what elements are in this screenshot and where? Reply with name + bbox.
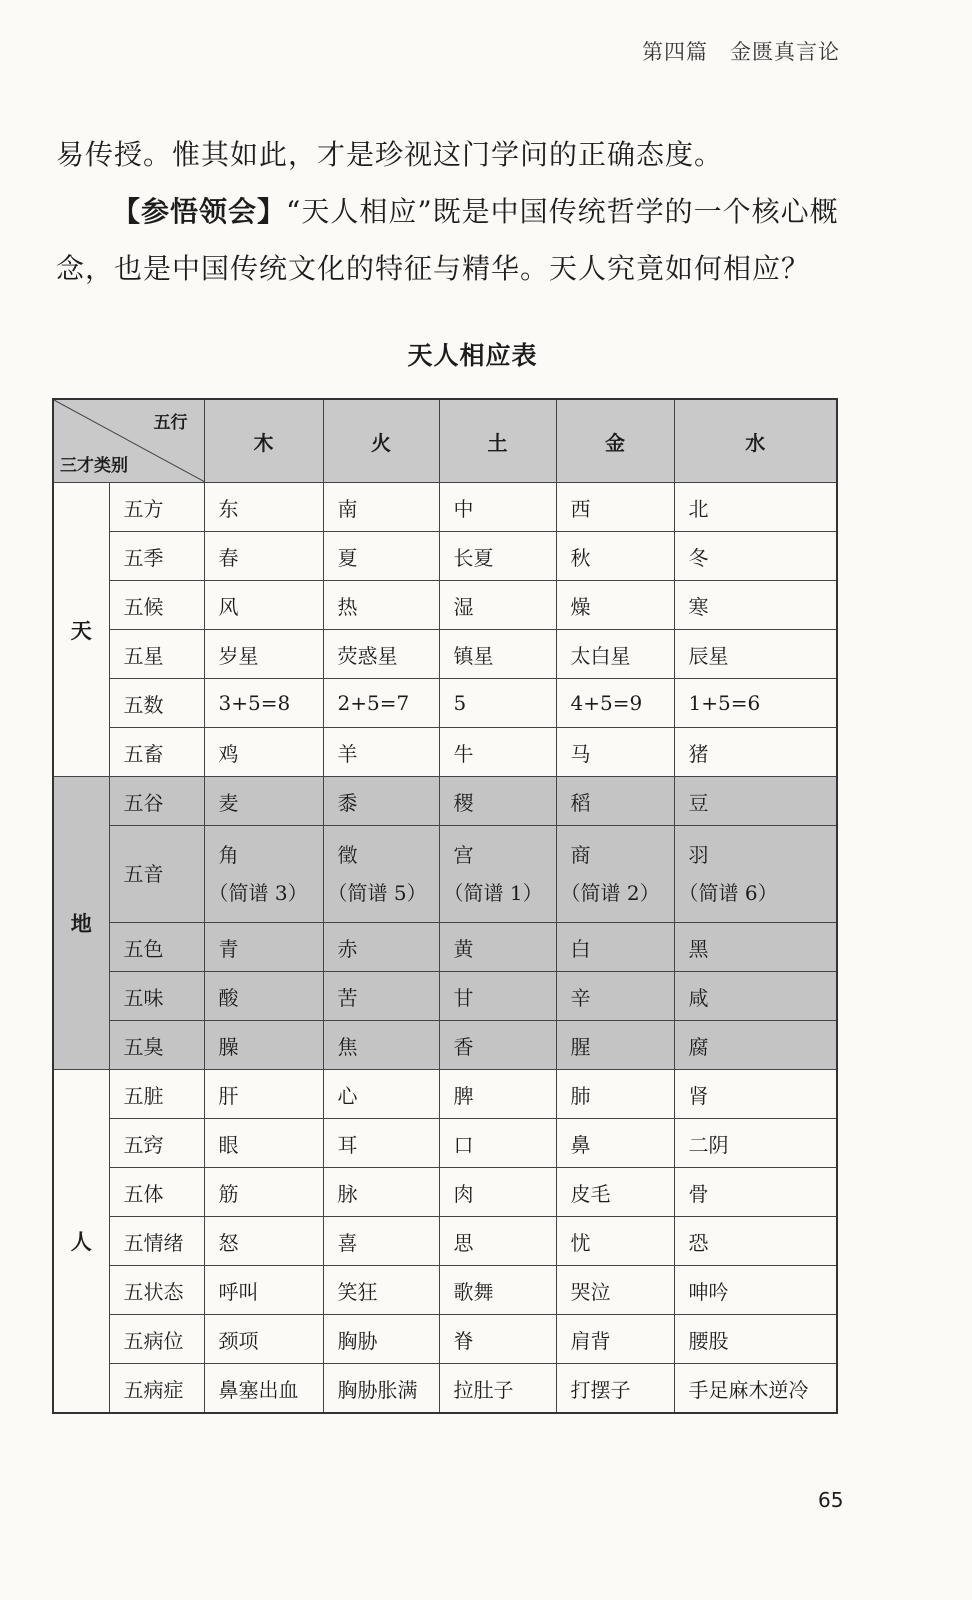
element-header: 火 — [323, 399, 439, 483]
element-header: 木 — [204, 399, 323, 483]
table-cell — [204, 826, 323, 923]
table-cell: 南 — [323, 483, 439, 532]
table-cell: 1+5=6 — [674, 679, 837, 728]
table-cell: 脾 — [439, 1070, 556, 1119]
table-cell: 马 — [556, 728, 674, 777]
table-cell: 鼻塞出血 — [204, 1364, 323, 1414]
table-cell: 香 — [439, 1021, 556, 1070]
category-label: 五谷 — [109, 777, 204, 826]
category-label: 五数 — [109, 679, 204, 728]
table-cell: 肾 — [674, 1070, 837, 1119]
category-label: 五星 — [109, 630, 204, 679]
table-cell: 咸 — [674, 972, 837, 1021]
table-cell: 5 — [439, 679, 556, 728]
table-cell: 臊 — [204, 1021, 323, 1070]
table-cell: 肉 — [439, 1168, 556, 1217]
table-cell: 春 — [204, 532, 323, 581]
table-cell: 怒 — [204, 1217, 323, 1266]
table-cell: 肩背 — [556, 1315, 674, 1364]
insight-text: “天人相应”既是中国传统哲学的一个核心概念，也是中国传统文化的特征与精华。天人究竟如何相应？ — [56, 195, 839, 285]
table-cell: 白 — [556, 923, 674, 972]
category-label: 五色 — [109, 923, 204, 972]
table-cell: 北 — [674, 483, 837, 532]
table-row — [53, 483, 837, 532]
table-cell: 稻 — [556, 777, 674, 826]
category-label: 五畜 — [109, 728, 204, 777]
table-cell: 脊 — [439, 1315, 556, 1364]
table-cell: 黑 — [674, 923, 837, 972]
table-row — [53, 1119, 837, 1168]
table-cell: 西 — [556, 483, 674, 532]
table-cell: 肺 — [556, 1070, 674, 1119]
table-row — [53, 1168, 837, 1217]
table-cell: 腥 — [556, 1021, 674, 1070]
table-cell: 呻吟 — [674, 1266, 837, 1315]
table-cell: 猪 — [674, 728, 837, 777]
table-cell: 长夏 — [439, 532, 556, 581]
category-label: 五体 — [109, 1168, 204, 1217]
table-cell: 肝 — [204, 1070, 323, 1119]
realm-label-heaven: 天 — [53, 483, 109, 777]
table-cell: 燥 — [556, 581, 674, 630]
table-cell: 夏 — [323, 532, 439, 581]
table-cell: 东 — [204, 483, 323, 532]
paragraph-insight — [56, 183, 846, 297]
table-row — [53, 1266, 837, 1315]
table-cell: 耳 — [323, 1119, 439, 1168]
table-cell: 湿 — [439, 581, 556, 630]
table-cell: 秋 — [556, 532, 674, 581]
table-title: 天人相应表 — [407, 341, 538, 370]
table-cell — [674, 826, 837, 923]
category-label: 五病位 — [109, 1315, 204, 1364]
table-cell: 哭泣 — [556, 1266, 674, 1315]
table-cell: 太白星 — [556, 630, 674, 679]
corner-label-categories: 三才类别 — [60, 456, 128, 476]
table-row — [53, 630, 837, 679]
realm-label-human: 人 — [53, 1070, 109, 1414]
table-cell: 忧 — [556, 1217, 674, 1266]
category-label: 五音 — [109, 826, 204, 923]
table-cell: 辛 — [556, 972, 674, 1021]
table-cell: 黍 — [323, 777, 439, 826]
table-cell: 鼻 — [556, 1119, 674, 1168]
table-cell: 豆 — [674, 777, 837, 826]
table-cell: 黄 — [439, 923, 556, 972]
table-cell: 颈项 — [204, 1315, 323, 1364]
header-title: 金匮真言论 — [730, 40, 840, 64]
table-row — [53, 826, 837, 923]
table-cell: 眼 — [204, 1119, 323, 1168]
table-row — [53, 1021, 837, 1070]
category-label: 五脏 — [109, 1070, 204, 1119]
table-cell: 2+5=7 — [323, 679, 439, 728]
table-cell: 苦 — [323, 972, 439, 1021]
category-label: 五状态 — [109, 1266, 204, 1315]
cell-main-text: 徵 — [337, 843, 358, 867]
category-label: 五味 — [109, 972, 204, 1021]
cell-main-text: 羽 — [688, 843, 709, 867]
category-label: 五病症 — [109, 1364, 204, 1414]
table-cell: 青 — [204, 923, 323, 972]
table-cell: 口 — [439, 1119, 556, 1168]
body-text — [56, 126, 846, 297]
table-row — [53, 1217, 837, 1266]
table-cell: 羊 — [323, 728, 439, 777]
table-row — [53, 1070, 837, 1119]
cell-main-text: 商 — [570, 843, 591, 867]
table-cell: 喜 — [323, 1217, 439, 1266]
table-cell: 二阴 — [674, 1119, 837, 1168]
table-cell: 呼叫 — [204, 1266, 323, 1315]
table-cell: 脉 — [323, 1168, 439, 1217]
table-cell: 胸胁 — [323, 1315, 439, 1364]
category-label: 五季 — [109, 532, 204, 581]
table-row — [53, 581, 837, 630]
cell-sub-text: （简谱 5） — [327, 881, 427, 905]
table-cell: 歌舞 — [439, 1266, 556, 1315]
table-row — [53, 1315, 837, 1364]
table-cell — [323, 826, 439, 923]
correspondence-table — [52, 398, 838, 1414]
table-cell: 恐 — [674, 1217, 837, 1266]
table-cell: 热 — [323, 581, 439, 630]
table-corner-cell — [53, 399, 204, 483]
header-part: 第四篇 — [642, 40, 708, 64]
table-cell: 赤 — [323, 923, 439, 972]
category-label: 五窍 — [109, 1119, 204, 1168]
cell-main-text: 宫 — [453, 843, 474, 867]
table-cell: 鸡 — [204, 728, 323, 777]
table-cell: 冬 — [674, 532, 837, 581]
element-header: 土 — [439, 399, 556, 483]
category-label: 五候 — [109, 581, 204, 630]
table-row — [53, 728, 837, 777]
table-cell: 3+5=8 — [204, 679, 323, 728]
table-cell: 拉肚子 — [439, 1364, 556, 1414]
table-cell: 岁星 — [204, 630, 323, 679]
table-cell: 酸 — [204, 972, 323, 1021]
table-cell: 胸胁胀满 — [323, 1364, 439, 1414]
corner-label-five-elements: 五行 — [153, 413, 188, 433]
table-cell: 打摆子 — [556, 1364, 674, 1414]
cell-sub-text: （简谱 3） — [208, 881, 308, 905]
table-cell: 心 — [323, 1070, 439, 1119]
page-number: 65 — [818, 1488, 844, 1512]
table-cell: 4+5=9 — [556, 679, 674, 728]
table-row — [53, 923, 837, 972]
table-cell: 风 — [204, 581, 323, 630]
running-header — [642, 36, 840, 66]
table-cell: 牛 — [439, 728, 556, 777]
category-label: 五情绪 — [109, 1217, 204, 1266]
cell-sub-text: （简谱 1） — [443, 881, 543, 905]
table-cell — [439, 826, 556, 923]
element-header: 金 — [556, 399, 674, 483]
table-body — [53, 483, 837, 1414]
cell-sub-text: （简谱 2） — [560, 881, 660, 905]
table-cell: 麦 — [204, 777, 323, 826]
realm-label-earth: 地 — [53, 777, 109, 1070]
table-cell: 寒 — [674, 581, 837, 630]
table-cell: 腰股 — [674, 1315, 837, 1364]
cell-main-text: 角 — [218, 843, 239, 867]
element-header: 水 — [674, 399, 837, 483]
table-cell: 腐 — [674, 1021, 837, 1070]
insight-heading: 【参悟领会】 — [112, 195, 287, 228]
table-cell: 焦 — [323, 1021, 439, 1070]
table-cell: 荧惑星 — [323, 630, 439, 679]
table-cell: 辰星 — [674, 630, 837, 679]
table-row — [53, 777, 837, 826]
table-cell: 甘 — [439, 972, 556, 1021]
table-cell: 骨 — [674, 1168, 837, 1217]
table-cell: 手足麻木逆冷 — [674, 1364, 837, 1414]
table-cell: 笑狂 — [323, 1266, 439, 1315]
table-cell: 筋 — [204, 1168, 323, 1217]
category-label: 五臭 — [109, 1021, 204, 1070]
table-cell: 中 — [439, 483, 556, 532]
table-row — [53, 1364, 837, 1414]
table-row — [53, 532, 837, 581]
paragraph-continuation: 易传授。惟其如此，才是珍视这门学问的正确态度。 — [56, 138, 724, 171]
table-header-row — [53, 399, 837, 483]
cell-sub-text: （简谱 6） — [678, 881, 778, 905]
table-cell: 皮毛 — [556, 1168, 674, 1217]
table-cell: 思 — [439, 1217, 556, 1266]
table-cell — [556, 826, 674, 923]
table-cell: 镇星 — [439, 630, 556, 679]
table-row — [53, 679, 837, 728]
category-label: 五方 — [109, 483, 204, 532]
table-row — [53, 972, 837, 1021]
table-cell: 稷 — [439, 777, 556, 826]
